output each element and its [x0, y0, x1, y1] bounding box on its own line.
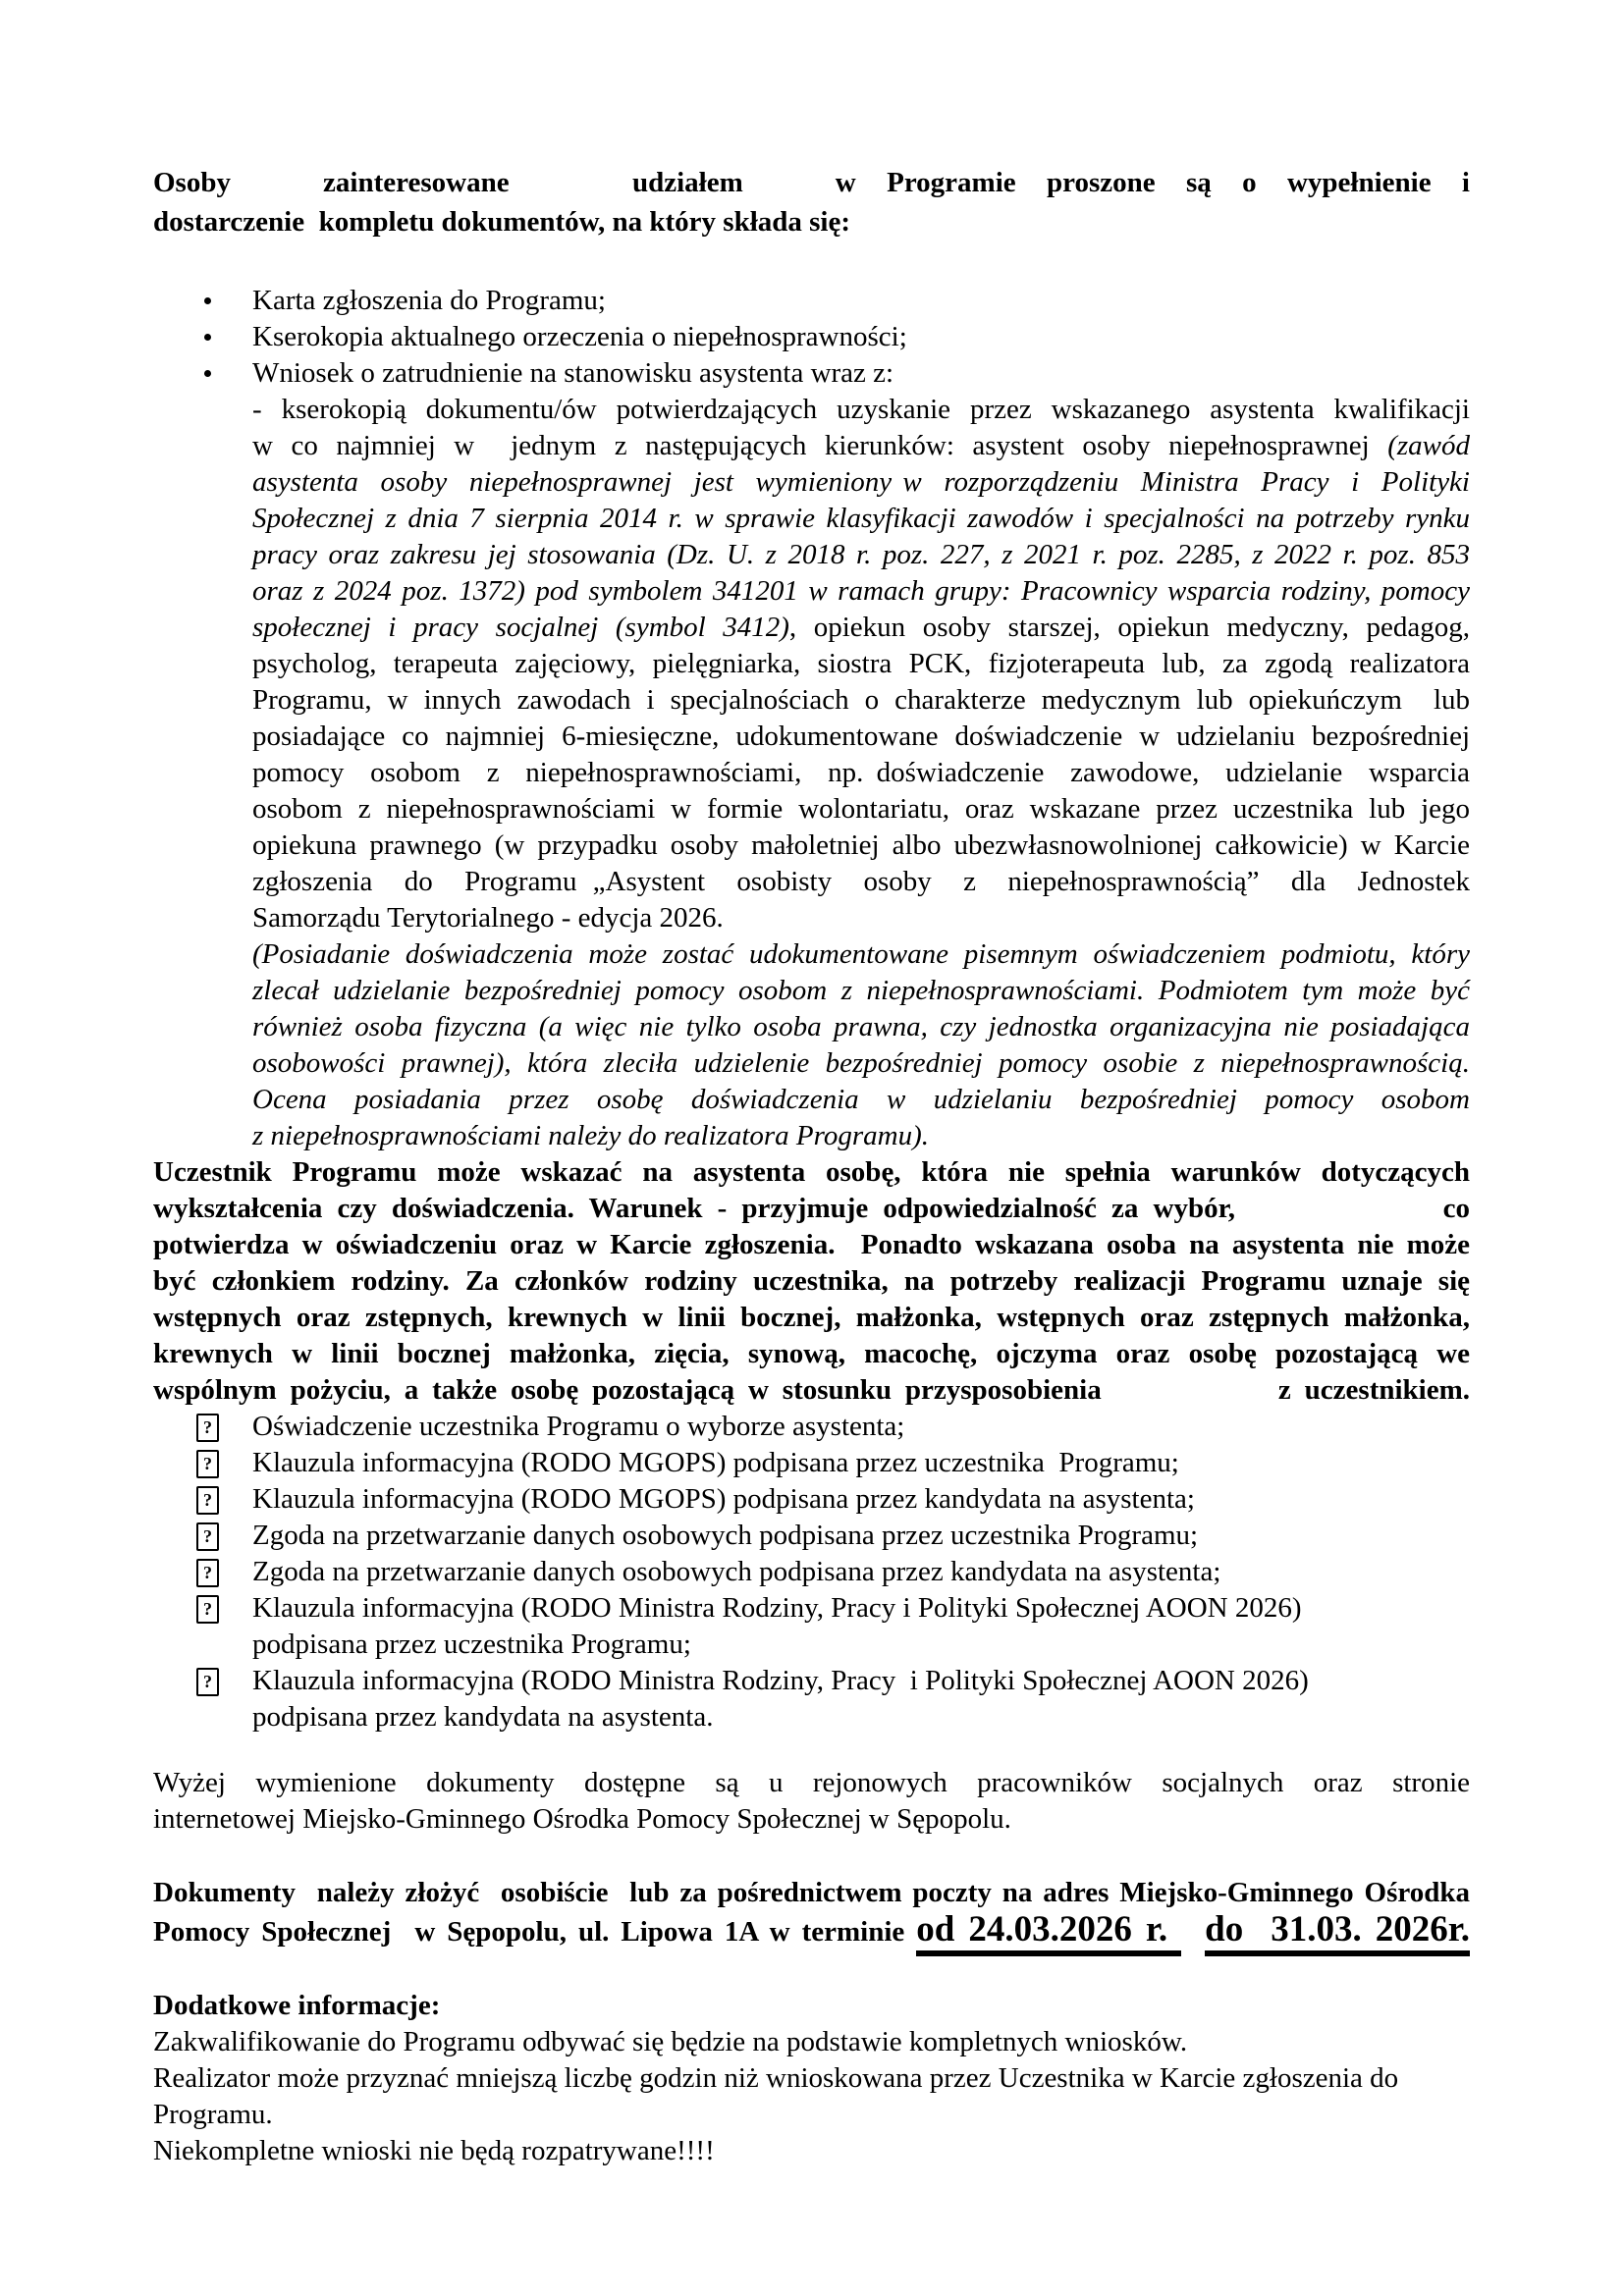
text-line: [252, 1009, 1470, 1045]
text-run: również osoba fizyczna (a więc nie tylko osoba prawna, czy jednostka organizacyjna nie posiadająca: [252, 1011, 1470, 1042]
missing-glyph-bullet-icon: ?: [196, 1450, 219, 1478]
text-run: Zgoda na przetwarzanie danych osobowych podpisana przez uczestnika Programu;: [252, 1520, 1199, 1551]
list-item-text: [252, 1518, 1470, 1554]
text-run: potwierdza w oświadczeniu oraz w Karcie zgłoszenia. Ponadto wskazana osoba na asystenta nie może: [153, 1229, 1470, 1260]
text-run: pracy oraz zakresu jej stosowania (Dz. U. z 2018 r. poz. 227, z 2021 r. poz. 2285, z 2022 r. poz. 853: [252, 539, 1470, 570]
text-line: [252, 283, 1470, 319]
text-line: [252, 1481, 1470, 1518]
text-line: [153, 1154, 1470, 1191]
text-run: Programu, w innych zawodach i specjalnościach o charakterze medycznym lub opiekuńczym lub: [252, 684, 1470, 716]
list-item-text: [252, 1554, 1470, 1590]
text-line: [252, 973, 1470, 1009]
text-line: [153, 2097, 1470, 2133]
text-run: osobom z niepełnosprawnościami w formie wolontariatu, oraz wskazane przez uczestnika lub jego: [252, 793, 1470, 825]
text-run: Pomocy Społecznej w Sępopolu, ul. Lipowa 1A w terminie: [153, 1916, 917, 1948]
assistant-qualifications-paragraph: [153, 392, 1470, 936]
missing-glyph-bullet-icon: ?: [196, 1414, 219, 1442]
list-item: [153, 1481, 1470, 1518]
text-line: [252, 428, 1470, 464]
list-item-text: [252, 1590, 1470, 1663]
intro-paragraph: [153, 163, 1470, 241]
text-line: [252, 1045, 1470, 1082]
dot-bullet-icon: [204, 297, 211, 304]
text-line: [252, 1409, 1470, 1445]
text-run: Klauzula informacyjna (RODO MGOPS) podpisana przez kandydata na asystenta;: [252, 1483, 1195, 1515]
text-line: [153, 202, 1470, 241]
text-run: [1181, 1916, 1205, 1948]
missing-glyph-bullet-icon: ?: [196, 1595, 219, 1624]
required-documents-list: [153, 283, 1470, 392]
text-run: osobowości prawnej), która zleciła udzielenie bezpośredniej pomocy osobie z niepełnosprawnością.: [252, 1047, 1470, 1079]
missing-glyph-bullet-icon: ?: [196, 1522, 219, 1551]
text-line: [153, 2060, 1470, 2097]
text-run: podpisana przez uczestnika Programu;: [252, 1629, 691, 1660]
list-item: [153, 1445, 1470, 1481]
text-line: [252, 1590, 1470, 1627]
list-item-text: [252, 319, 1470, 355]
text-run: Społecznej z dnia 7 sierpnia 2014 r. w sprawie klasyfikacji zawodów i specjalności na potrzeby rynku: [252, 503, 1470, 534]
text-line: [252, 646, 1470, 682]
text-run: Oświadczenie uczestnika Programu o wyborze asystenta;: [252, 1411, 905, 1442]
text-run: Realizator może przyznać mniejszą liczbę godzin niż wnioskowana przez Uczestnika w Karcie zgłoszenia do: [153, 2062, 1399, 2094]
text-line: [252, 1118, 1470, 1154]
dot-bullet-icon: [204, 370, 211, 377]
text-run: , opiekun osoby starszej, opiekun medyczny, pedagog,: [788, 612, 1470, 643]
additional-info-heading: Dodatkowe informacje:: [153, 1990, 441, 2021]
text-run: posiadające co najmniej 6-miesięczne, udokumentowane doświadczenie w udzielaniu bezpośredniej: [252, 721, 1470, 752]
text-run: Samorządu Terytorialnego - edycja 2026.: [252, 902, 724, 934]
text-line: [252, 355, 1470, 392]
text-line: [252, 719, 1470, 755]
text-run: Ocena posiadania przez osobę doświadczenia w udzielaniu bezpośredniej pomocy osobom: [252, 1084, 1470, 1115]
text-run: (Posiadanie doświadczenia może zostać udokumentowane pisemnym oświadczeniem podmiotu, który: [252, 938, 1470, 970]
list-item-text: [252, 1445, 1470, 1481]
submission-start-date: od 24.03.2026 r.: [916, 1909, 1181, 1956]
text-run: wspólnym pożyciu, a także osobę pozostającą w stosunku przysposobienia z uczestnikiem.: [153, 1374, 1470, 1406]
text-line: [252, 791, 1470, 828]
list-item: [153, 1554, 1470, 1590]
text-line: [252, 864, 1470, 900]
text-run: społecznej i pracy socjalnej (symbol 3412): [252, 612, 789, 643]
missing-glyph-bullet-icon: ?: [196, 1668, 219, 1696]
text-line: [153, 1801, 1470, 1838]
text-run: wstępnych oraz zstępnych, krewnych w linii bocznej, małżonka, wstępnych oraz zstępnych małżonka,: [153, 1302, 1470, 1333]
text-run: z niepełnosprawnościami należy do realizatora Programu).: [252, 1120, 929, 1151]
list-item-text: [252, 1481, 1470, 1518]
availability-paragraph: [153, 1765, 1470, 1838]
text-run: wykształcenia czy doświadczenia. Warunek - przyjmuje odpowiedzialność za wybór, co: [153, 1193, 1470, 1224]
additional-info-paragraph: [153, 2024, 1470, 2169]
text-run: Klauzula informacyjna (RODO MGOPS) podpisana przez uczestnika Programu;: [252, 1447, 1179, 1478]
text-run: Kserokopia aktualnego orzeczenia o niepełnosprawności;: [252, 321, 907, 352]
text-line: [252, 900, 1470, 936]
submission-end-date: do 31.03. 2026r.: [1205, 1909, 1470, 1956]
text-line: [252, 1699, 1470, 1735]
text-run: (zawód: [1387, 430, 1470, 461]
text-line: [252, 319, 1470, 355]
text-run: Niekompletne wnioski nie będą rozpatrywane!!!!: [153, 2135, 715, 2166]
attachments-list: [153, 1409, 1470, 1735]
participant-choice-paragraph: [153, 1154, 1470, 1409]
experience-note-paragraph: [153, 936, 1470, 1154]
text-line: [252, 682, 1470, 719]
list-item: [153, 319, 1470, 355]
list-item: [153, 355, 1470, 392]
text-line: [252, 537, 1470, 573]
text-line: [252, 755, 1470, 791]
text-run: Zgoda na przetwarzanie danych osobowych podpisana przez kandydata na asystenta;: [252, 1556, 1221, 1587]
text-line: [153, 163, 1470, 202]
text-line: [252, 1663, 1470, 1699]
text-line: [153, 1300, 1470, 1336]
text-line: [252, 1518, 1470, 1554]
text-line: [252, 610, 1470, 646]
list-item: [153, 283, 1470, 319]
text-line: [252, 1554, 1470, 1590]
text-run: w co najmniej w jednym z następujących kierunków: asystent osoby niepełnosprawnej: [252, 430, 1388, 461]
text-line: [252, 464, 1470, 501]
text-run: psycholog, terapeuta zajęciowy, pielęgniarka, siostra PCK, fizjoterapeuta lub, za zgodą realizatora: [252, 648, 1470, 679]
text-line: [153, 1191, 1470, 1227]
text-line: [153, 1263, 1470, 1300]
missing-glyph-bullet-icon: ?: [196, 1486, 219, 1515]
submission-paragraph: [153, 1875, 1470, 1950]
text-run: oraz z 2024 poz. 1372) pod symbolem 341201 w ramach grupy: Pracownicy wsparcia rodziny, pomocy: [252, 575, 1470, 607]
text-line: [252, 392, 1470, 428]
text-run: asystenta osoby niepełnosprawnej jest wymieniony w rozporządzeniu Ministra Pracy i Polityki: [252, 466, 1470, 498]
list-item-text: [252, 355, 1470, 392]
text-run: podpisana przez kandydata na asystenta.: [252, 1701, 714, 1733]
text-run: - kserokopią dokumentu/ów potwierdzających uzyskanie przez wskazanego asystenta kwalifikacji: [252, 394, 1470, 425]
text-line: [153, 2024, 1470, 2060]
text-run: pomocy osobom z niepełnosprawnościami, np. doświadczenie zawodowe, udzielanie wsparcia: [252, 757, 1470, 788]
list-item: [153, 1518, 1470, 1554]
text-run: Programu.: [153, 2099, 273, 2130]
additional-info-section: [153, 1988, 1470, 2169]
text-line: [252, 1627, 1470, 1663]
text-line: [153, 2133, 1470, 2169]
text-line: [153, 1875, 1470, 1911]
list-item: [153, 1663, 1470, 1735]
text-line: [252, 573, 1470, 610]
text-run: zlecał udzielanie bezpośredniej pomocy osobom z niepełnosprawnościami. Podmiotem tym może być: [252, 975, 1470, 1006]
text-run: Wyżej wymienione dokumenty dostępne są u rejonowych pracowników socjalnych oraz stronie: [153, 1767, 1470, 1798]
text-run: Wniosek o zatrudnienie na stanowisku asystenta wraz z:: [252, 357, 894, 389]
text-line: [153, 1911, 1470, 1950]
text-run: Osoby zainteresowane udziałem w Programie proszone są o wypełnienie i: [153, 167, 1470, 198]
text-run: Dokumenty należy złożyć osobiście lub za pośrednictwem poczty na adres Miejsko-Gminnego Ośrodka: [153, 1877, 1470, 1908]
text-line: [153, 1227, 1470, 1263]
list-item: [153, 1590, 1470, 1663]
text-line: [252, 1445, 1470, 1481]
text-line: [153, 1765, 1470, 1801]
text-run: internetowej Miejsko-Gminnego Ośrodka Pomocy Społecznej w Sępopolu.: [153, 1803, 1011, 1835]
text-run: opiekuna prawnego (w przypadku osoby małoletniej albo ubezwłasnowolnionej całkowicie) w Karcie: [252, 829, 1470, 861]
text-line: [252, 1082, 1470, 1118]
text-line: [252, 828, 1470, 864]
text-line: [252, 936, 1470, 973]
text-run: Zakwalifikowanie do Programu odbywać się będzie na podstawie kompletnych wniosków.: [153, 2026, 1188, 2057]
list-item-text: [252, 1663, 1470, 1735]
list-item: [153, 1409, 1470, 1445]
list-item-text: [252, 1409, 1470, 1445]
text-run: być członkiem rodziny. Za członków rodziny uczestnika, na potrzeby realizacji Programu uznaje się: [153, 1265, 1470, 1297]
text-line: [153, 1336, 1470, 1372]
text-line: [153, 1372, 1470, 1409]
missing-glyph-bullet-icon: ?: [196, 1559, 219, 1587]
text-run: Karta zgłoszenia do Programu;: [252, 285, 606, 316]
text-run: Uczestnik Programu może wskazać na asystenta osobę, która nie spełnia warunków dotyczących: [153, 1156, 1470, 1188]
text-run: dostarczenie kompletu dokumentów, na który składa się:: [153, 206, 851, 238]
list-item-text: [252, 283, 1470, 319]
text-line: [252, 501, 1470, 537]
text-run: krewnych w linii bocznej małżonka, zięcia, synową, macochę, ojczyma oraz osobę pozostającą we: [153, 1338, 1470, 1369]
text-run: Klauzula informacyjna (RODO Ministra Rodziny, Pracy i Polityki Społecznej AOON 2026): [252, 1592, 1302, 1624]
text-run: zgłoszenia do Programu „Asystent osobisty osoby z niepełnosprawnością” dla Jednostek: [252, 866, 1470, 897]
dot-bullet-icon: [204, 334, 211, 341]
text-run: Klauzula informacyjna (RODO Ministra Rodziny, Pracy i Polityki Społecznej AOON 2026): [252, 1665, 1309, 1696]
